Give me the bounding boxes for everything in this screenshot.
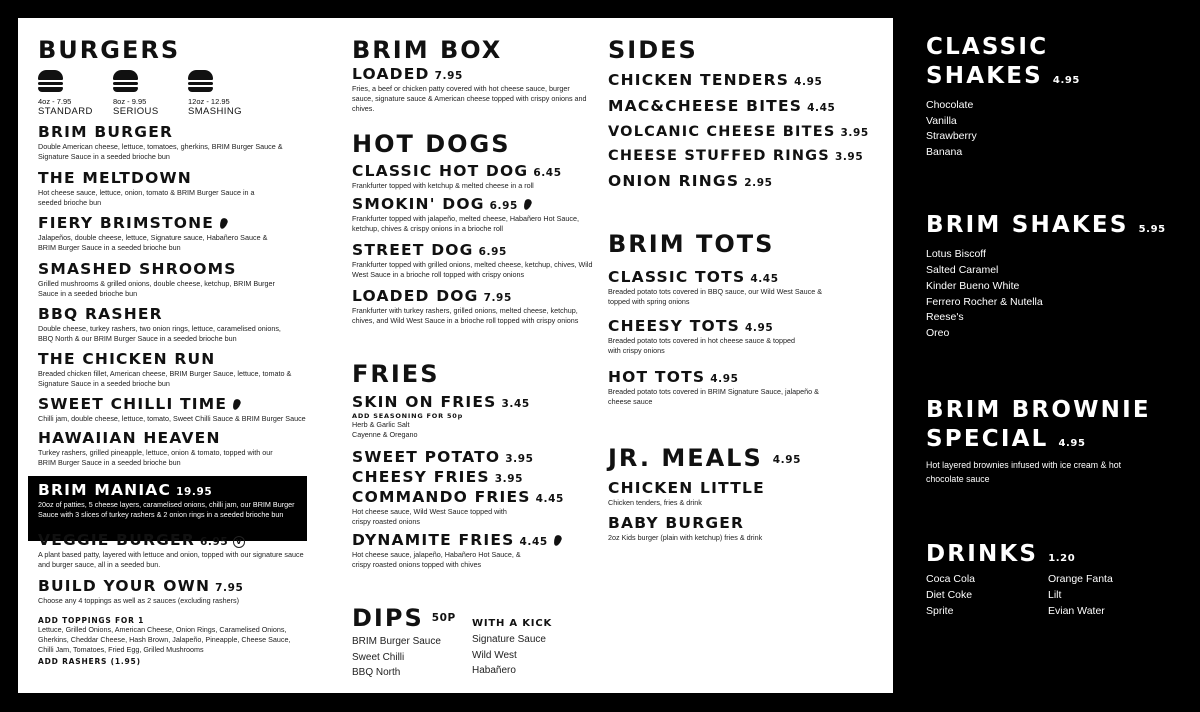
menu-item [352,66,592,114]
item-desc: Hot cheese sauce, Wild West Sauce topped with crispy roasted onions [352,506,507,526]
burger-icon [113,70,138,92]
classic-shakes-title-row [926,62,1080,91]
menu-item [352,288,582,326]
drink-item: Orange Fanta [1048,573,1113,585]
item-desc: Chicken tenders, fries & drink [608,497,702,507]
burger-icon [38,70,63,92]
sides-title: SIDES [608,36,698,64]
brownie-desc: Hot layered brownies infused with ice cream & hot chocolate sauce [926,459,1122,484]
kick-title: WITH A KICK [472,618,553,629]
seasoning-option: Herb & Garlic Salt [352,419,410,429]
brim-shakes-list [926,247,1186,342]
item-name-row [38,215,278,233]
item-desc: Frankfurter topped with jalapeño, melted cheese, Habañero Hot Sauce, ketchup, chives & crispy onions in a brioche roll [352,213,579,233]
item-name: FIERY BRIMSTONE [38,214,215,232]
size-smashing [188,70,242,117]
shake-item: Lotus Biscoff [926,248,986,261]
menu-item [38,351,298,389]
item-name: BRIM MANIAC [38,481,172,499]
menu-item [608,480,828,508]
dip-item: Wild West [472,649,517,661]
item-name: BRIM BURGER [38,123,174,141]
item-price: 3.95 [494,473,524,485]
side-item [608,124,878,141]
menu-item [38,124,308,162]
item-name-row [352,394,592,412]
menu-item [352,163,592,191]
shake-item: Strawberry [926,130,977,143]
side-item [608,72,878,90]
drink-item: Coca Cola [926,573,976,585]
shake-item: Reese's [926,311,964,324]
item-price: 4.45 [535,493,564,505]
drink-item: Lilt [1048,588,1062,601]
menu-item [352,196,587,234]
dips-block [352,604,592,678]
item-desc: Chilli jam, double cheese, lettuce, tomato, Sweet Chilli Sauce & BRIM Burger Sauce [38,413,306,423]
item-name: CHEESY FRIES [352,468,490,486]
menu-item [38,396,328,424]
dip-item: BBQ North [352,667,401,678]
item-desc: Frankfurter topped with ketchup & melted cheese in a roll [352,180,534,190]
drinks-list-col1 [926,572,975,619]
sides-list [608,72,878,191]
drinks-block [926,540,1186,617]
size-weight: 12oz - 12.95 [188,97,230,106]
dip-item: Sweet Chilli [352,651,405,663]
item-desc: A plant based patty, layered with lettuce and onion, topped with our signature sauce and burger sauce, all in a seeded bun. [38,549,304,569]
toppings-block [38,616,298,666]
item-name: STREET DOG [352,241,474,259]
size-name: STANDARD [38,106,93,117]
item-name: SWEET CHILLI TIME [38,395,228,413]
item-price: 4.95 [794,76,823,88]
item-name: BABY BURGER [608,514,745,532]
item-desc: Turkey rashers, grilled pineapple, lettuce, onion & tomato, topped with our BRIM Burger Sauce in a seeded brioche bun [38,447,273,467]
item-desc: Frankfurter with turkey rashers, grilled onions, melted cheese, ketchup, chives, and Wild West Sauce in a brioche roll topped with crispy onions [352,305,579,325]
item-price: 4.95 [745,322,774,334]
shake-item: Salted Caramel [926,264,999,277]
item-desc: Double American cheese, lettuce, tomatoes, gherkins, BRIM Burger Sauce & Signature Sauce in a seeded brioche bun [38,141,283,161]
menu-item [38,578,308,606]
seasoning-title: ADD SEASONING FOR 50p [352,411,464,420]
classic-shakes-block [926,33,1080,161]
menu-item [38,261,288,299]
menu-item [352,449,534,467]
item-name-row [608,269,828,287]
menu-item [38,306,288,344]
size-weight: 4oz - 7.95 [38,97,72,106]
dips-list [352,634,441,681]
menu-item [608,515,828,543]
brimbox-title: BRIM BOX [352,36,503,64]
item-price: 4.45 [807,101,836,114]
item-price: 7.95 [434,70,463,82]
item-name: SKIN ON FRIES [352,393,497,411]
chili-icon [522,198,532,211]
brim-shakes-price: 5.95 [1138,224,1166,235]
item-price: 3.95 [834,151,864,164]
item-desc: 20oz of patties, 5 cheese layers, caramelised onions, chilli jam, our BRIM Burger Sauce with 3 slices of turkey rashers & 2 onion rings in a seeded brioche bun [38,499,295,519]
item-name-row [352,449,534,467]
item-desc: 2oz Kids burger (plain with ketchup) fries & drink [608,532,763,542]
item-name-row [608,369,823,387]
drinks-title-row [926,540,1186,569]
shake-item: Oreo [926,327,950,340]
brim-shakes-block [926,211,1186,342]
brim-shakes-title-row [926,211,1186,240]
chili-icon [552,534,562,547]
menu-item [352,532,592,570]
shake-item: Banana [926,146,963,159]
item-desc: Hot cheese sauce, jalapeño, Habañero Hot Sauce, & crispy roasted onions topped with chives [352,549,521,569]
menu-item [608,369,823,407]
side-item [608,148,878,165]
classic-shakes-price: 4.95 [1052,75,1080,87]
item-name: LOADED [352,65,430,83]
burger-icon [188,70,213,92]
classic-shakes-list [926,98,1080,161]
burger-sizes [38,70,278,120]
rashers-addon: ADD RASHERS (1.95) [38,656,141,666]
item-price: 6.95 [199,536,229,548]
chili-icon [232,398,242,411]
size-name: SMASHING [188,106,242,117]
hotdogs-title: HOT DOGS [352,130,511,158]
menu-item [608,318,808,356]
item-price: 3.95 [505,453,534,465]
item-name: COMMANDO FRIES [352,488,531,506]
item-desc: Breaded potato tots covered in hot cheese sauce & topped with crispy onions [608,335,796,355]
size-name: SERIOUS [113,106,159,117]
item-price: 6.45 [533,167,562,179]
menu-item [352,489,592,527]
item-price: 6.95 [489,200,518,212]
dips-price: 50P [431,612,456,624]
drink-item: Evian Water [1048,604,1105,617]
chili-icon [218,217,228,230]
menu-board-white [18,18,893,693]
menu-item [608,269,828,307]
drinks-list-col2 [1048,572,1113,619]
item-desc: Frankfurter topped with grilled onions, melted cheese, ketchup, chives, Wild West Sauce in a brioche roll topped with crispy onions [352,259,593,279]
shake-item: Chocolate [926,98,974,111]
menu-item [38,430,278,468]
item-name: BBQ RASHER [38,305,163,323]
item-name-row [38,482,297,500]
item-price: 2.95 [744,176,773,189]
kick-list [472,632,552,679]
menu-item [352,394,592,440]
brim-shakes-title: BRIM SHAKES [926,212,1129,238]
item-name: CHEESY TOTS [608,317,740,335]
drinks-title: DRINKS [926,541,1039,567]
item-name: ONION RINGS [608,171,740,190]
item-desc: Grilled mushrooms & grilled onions, double cheese, ketchup, BRIM Burger Sauce in a seeded brioche bun [38,278,275,298]
drinks-desserts-panel [926,0,1186,712]
tots-title: BRIM TOTS [608,230,775,258]
item-name: THE MELTDOWN [38,169,192,187]
item-desc: Breaded potato tots covered in BBQ sauce, our Wild West Sauce & topped with spring onions [608,286,823,306]
item-desc: Choose any 4 toppings as well as 2 sauces (excluding rashers) [38,595,239,605]
item-name-row [352,163,592,181]
item-name: CLASSIC HOT DOG [352,162,529,180]
item-name-row [352,66,592,84]
toppings-list: Lettuce, Grilled Onions, American Cheese, Onion Rings, Caramelised Onions, Gherkins, Cheddar Cheese, Hash Brown, Jalapeño, Pineapple, Cheese Sauce, Chilli Jam, Tomatoes, Fried Egg, Grilled Mushrooms [38,625,291,654]
item-desc: Breaded potato tots covered in BRIM Signature Sauce, jalapeño & cheese sauce [608,386,819,406]
brownie-block [926,396,1186,486]
item-name: LOADED DOG [352,287,479,305]
dip-item: Habañero [472,665,516,676]
item-price: 4.95 [710,373,739,385]
side-item [608,173,878,191]
drinks-price: 1.20 [1048,553,1076,564]
dips-title: DIPS [352,604,424,632]
item-name-row [352,532,592,550]
item-price: 4.45 [519,536,548,548]
shake-item: Vanilla [926,114,957,127]
item-price: 4.45 [750,273,779,285]
size-weight: 8oz - 9.95 [113,97,147,106]
classic-shakes-title-line1: CLASSIC [926,34,1049,60]
item-name-row [352,196,587,214]
item-name: CHICKEN TENDERS [608,71,790,89]
dip-item: BRIM Burger Sauce [352,636,441,647]
item-name-row [352,288,582,306]
brownie-title-line2: SPECIAL [926,426,1049,453]
classic-shakes-title-line2: SHAKES [926,63,1043,90]
item-name: SWEET POTATO [352,448,501,466]
item-desc: Jalapeños, double cheese, lettuce, Signature sauce, Habañero Sauce & BRIM Burger Sauce in a seeded brioche bun [38,232,268,252]
item-name-row [352,489,592,507]
fries-title: FRIES [352,360,440,388]
item-name: VEGGIE BURGER [38,531,195,549]
item-name: SMASHED SHROOMS [38,260,237,278]
brownie-title-row [926,425,1186,454]
kick-block [472,618,552,679]
item-desc: Hot cheese sauce, lettuce, onion, tomato & BRIM Burger Sauce in a seeded brioche bun [38,187,255,207]
side-item [608,98,878,116]
item-price: 19.95 [176,486,213,498]
menu-item [38,532,308,570]
item-desc: Breaded chicken fillet, American cheese, BRIM Burger Sauce, lettuce, tomato & Signature Sauce in a seeded brioche bun [38,368,292,388]
shake-item: Kinder Bueno White [926,279,1020,292]
item-name: SMOKIN' DOG [352,195,485,213]
dip-item: Signature Sauce [472,634,546,645]
item-name-row [38,578,308,596]
item-name: CHICKEN LITTLE [608,479,765,497]
shake-item: Ferrero Rocher & Nutella [926,295,1043,308]
brownie-title-line1: BRIM BROWNIE [926,397,1151,423]
item-name: CHEESE STUFFED RINGS [608,148,830,165]
item-name-row [38,532,308,550]
item-name-row [608,318,808,336]
item-name-row [38,396,328,414]
item-desc: Double cheese, turkey rashers, two onion rings, lettuce, caramelised onions, BBQ North & our BRIM Burger Sauce in a seeded brioche bun [38,323,281,343]
menu-item [38,215,278,253]
item-name: HAWAIIAN HEAVEN [38,429,221,447]
size-standard [38,70,93,117]
item-price: 6.95 [478,246,507,258]
jr-price: 4.95 [772,454,802,466]
item-name-row [352,242,597,260]
item-price: 7.95 [483,292,512,304]
size-serious [113,70,159,117]
item-price: 3.95 [840,126,869,139]
jr-heading [608,446,801,470]
item-name: MAC&CHEESE BITES [608,96,803,115]
item-name-row [352,469,523,487]
menu-item [352,242,597,280]
jr-title: JR. MEALS [608,444,763,472]
toppings-title: ADD TOPPINGS FOR 1 [38,616,145,625]
item-price: 7.95 [215,582,244,594]
item-desc: Fries, a beef or chicken patty covered with hot cheese sauce, burger sauce, signature sauce & American cheese topped with crispy onions and chives. [352,83,587,113]
menu-item [352,469,523,487]
item-name: THE CHICKEN RUN [38,350,216,368]
vegetarian-icon: V [233,536,245,548]
brownie-price: 4.95 [1058,438,1086,450]
item-name: VOLCANIC CHEESE BITES [608,123,836,140]
item-name: DYNAMITE FRIES [352,531,515,549]
item-name: HOT TOTS [608,368,706,386]
item-name: BUILD YOUR OWN [38,577,211,595]
seasoning-option: Cayenne & Oregano [352,429,418,439]
menu-item [38,170,258,208]
item-price: 3.45 [501,398,530,410]
burgers-title: BURGERS [38,36,181,64]
item-name: CLASSIC TOTS [608,268,746,286]
drink-item: Diet Coke [926,588,973,601]
drink-item: Sprite [926,604,954,617]
